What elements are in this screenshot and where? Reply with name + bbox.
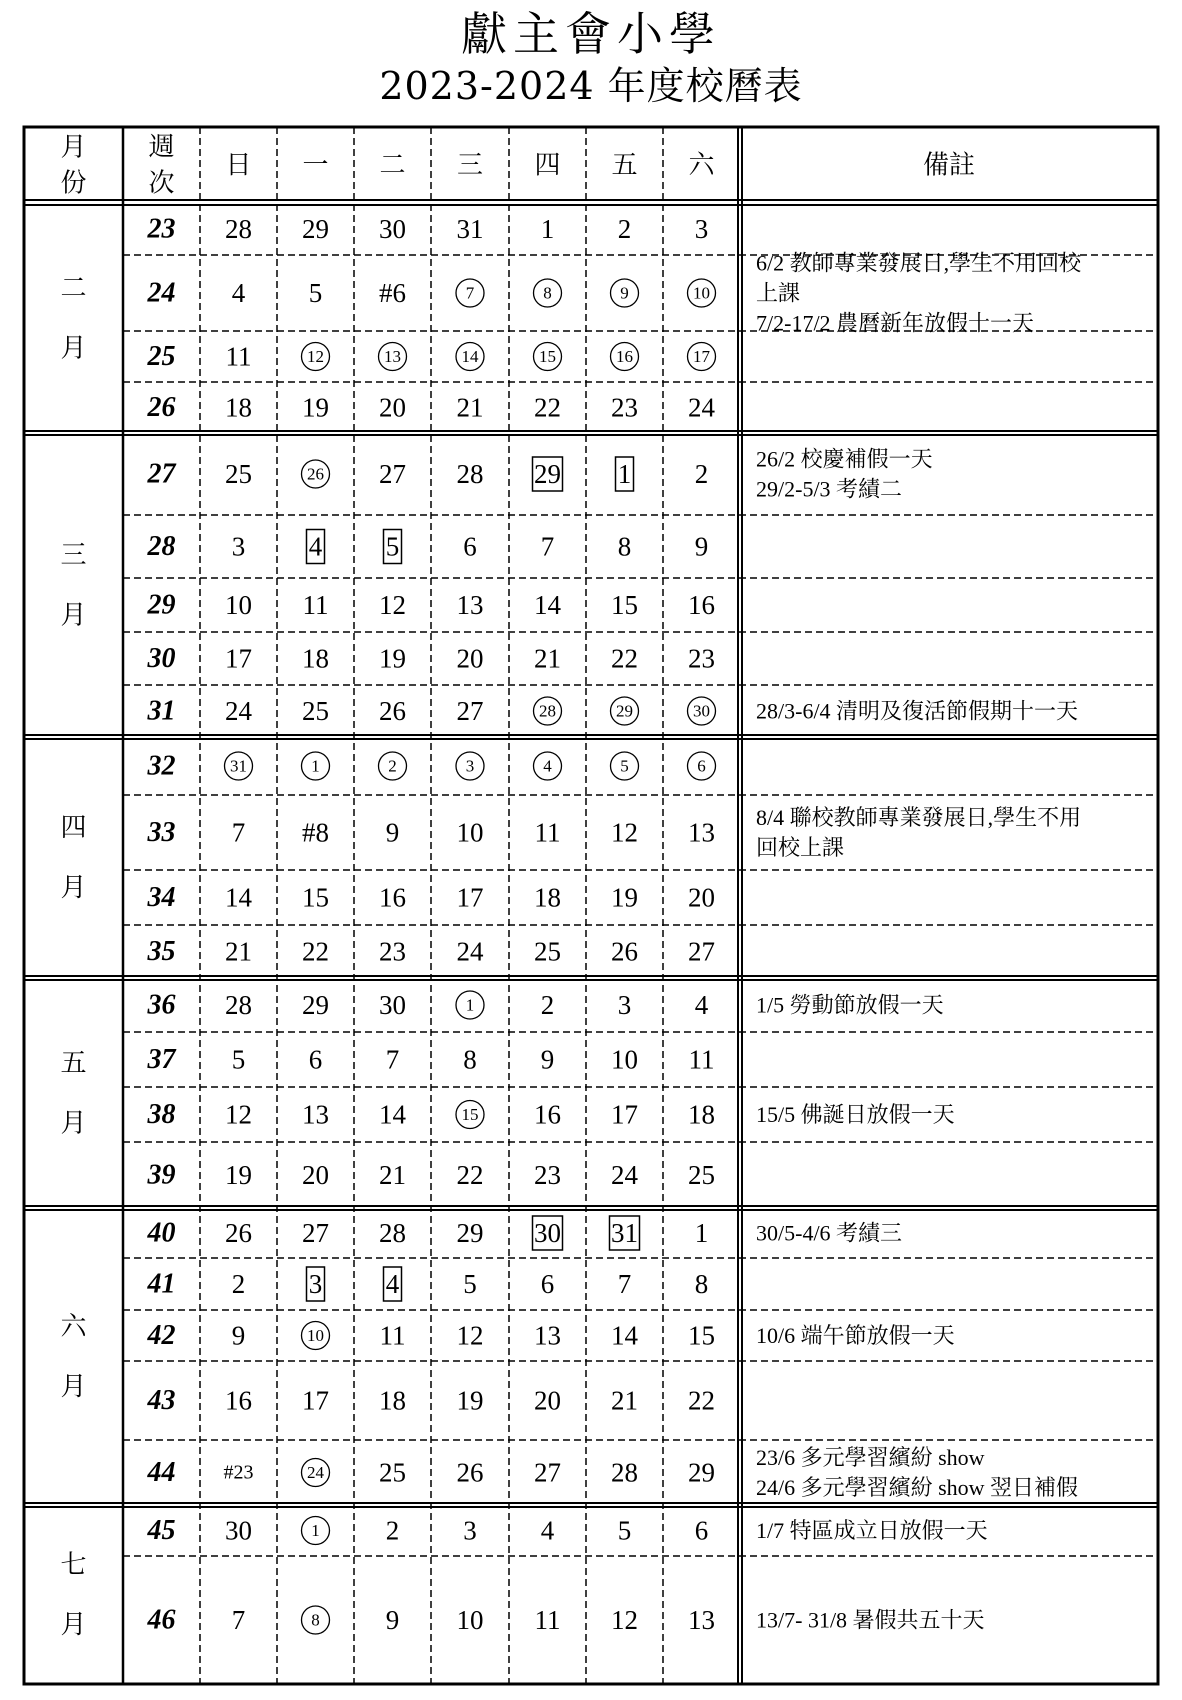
day-number: 25 bbox=[379, 1457, 406, 1488]
month-label: 七 bbox=[60, 1550, 87, 1579]
month-label: 六 bbox=[60, 1312, 87, 1341]
day-number: 17 bbox=[456, 882, 484, 913]
day-number: 8 bbox=[463, 1044, 477, 1075]
day-number: 31 bbox=[456, 214, 484, 244]
day-number: 10 bbox=[456, 817, 484, 848]
day-number: 4 bbox=[540, 1515, 555, 1546]
day-number: 26 bbox=[379, 696, 406, 726]
day-number: 30 bbox=[379, 990, 406, 1020]
week-number: 27 bbox=[147, 458, 176, 490]
week-number: 44 bbox=[147, 1457, 176, 1488]
day-number: 5 bbox=[617, 1515, 632, 1546]
day-number: 24 bbox=[225, 696, 252, 726]
week-number: 30 bbox=[147, 643, 176, 674]
day-number: 17 bbox=[225, 643, 252, 674]
day-number: 15 bbox=[539, 347, 556, 366]
header-day-label: 三 bbox=[456, 150, 484, 180]
remark-text: 1/5 勞動節放假一天 bbox=[756, 992, 944, 1018]
day-number: 13 bbox=[688, 1605, 715, 1635]
week-number: 26 bbox=[147, 392, 176, 423]
month-label: 五 bbox=[60, 1048, 87, 1078]
day-number: 4 bbox=[231, 278, 246, 308]
day-number: 27 bbox=[534, 1457, 561, 1488]
header-month-label: 份 bbox=[60, 168, 87, 198]
day-number: 26 bbox=[456, 1457, 484, 1488]
day-number: 7 bbox=[231, 817, 246, 848]
week-number: 38 bbox=[147, 1099, 176, 1130]
month-label: 月 bbox=[60, 873, 87, 902]
day-number: 12 bbox=[611, 817, 638, 848]
day-number: 30 bbox=[534, 1218, 561, 1248]
day-number: 18 bbox=[379, 1385, 406, 1416]
day-number: 9 bbox=[694, 531, 709, 562]
day-number: 2 bbox=[617, 214, 632, 244]
week-number: 25 bbox=[147, 341, 176, 372]
day-number: 27 bbox=[379, 459, 406, 489]
day-number: 27 bbox=[688, 936, 715, 967]
day-number: 14 bbox=[225, 882, 252, 913]
day-number: 3 bbox=[308, 1269, 323, 1299]
day-number: 25 bbox=[688, 1160, 715, 1190]
day-number: 2 bbox=[540, 990, 555, 1020]
month-label: 月 bbox=[60, 600, 87, 630]
header-week-label: 次 bbox=[148, 168, 175, 198]
month-label: 月 bbox=[60, 1610, 87, 1639]
day-number: 29 bbox=[302, 990, 329, 1020]
remark-text: 上課 bbox=[756, 280, 801, 306]
day-number: 30 bbox=[379, 214, 406, 244]
day-number: 15 bbox=[688, 1320, 715, 1351]
day-number: 27 bbox=[302, 1218, 329, 1248]
week-number: 46 bbox=[147, 1604, 176, 1636]
header-day-label: 二 bbox=[379, 150, 406, 180]
remark-text: 13/7- 31/8 暑假共五十天 bbox=[756, 1607, 985, 1633]
header-week-label: 週 bbox=[148, 132, 175, 162]
day-number: 11 bbox=[225, 341, 252, 372]
day-number: 24 bbox=[611, 1160, 638, 1190]
day-number: 28 bbox=[611, 1457, 638, 1488]
day-number: 21 bbox=[225, 936, 252, 967]
day-number: 9 bbox=[620, 283, 629, 303]
remark-text: 回校上課 bbox=[756, 835, 845, 860]
header-remarks-label: 備註 bbox=[922, 150, 976, 180]
day-number: 2 bbox=[231, 1269, 246, 1299]
day-number: 12 bbox=[307, 347, 324, 366]
month-label: 月 bbox=[60, 333, 87, 363]
remark-text: 24/6 多元學習繽紛 show 翌日補假 bbox=[756, 1475, 1079, 1500]
day-number: 2 bbox=[694, 459, 709, 489]
day-number: 24 bbox=[307, 1463, 324, 1482]
day-number: 25 bbox=[225, 459, 252, 489]
day-number: 16 bbox=[379, 882, 406, 913]
day-number: 10 bbox=[225, 590, 252, 620]
day-number: 31 bbox=[230, 756, 247, 776]
week-number: 24 bbox=[147, 277, 176, 309]
day-number: #23 bbox=[223, 1461, 254, 1484]
day-number: 23 bbox=[611, 392, 638, 423]
school-name: 獻主會小學 bbox=[461, 7, 721, 61]
day-number: 19 bbox=[225, 1160, 252, 1190]
day-number: 16 bbox=[534, 1099, 561, 1130]
day-number: 31 bbox=[611, 1218, 638, 1248]
header-month-label: 月 bbox=[60, 132, 87, 162]
day-number: 5 bbox=[385, 531, 400, 562]
day-number: 23 bbox=[688, 643, 715, 674]
day-number: 18 bbox=[534, 882, 561, 913]
remark-text: 26/2 校慶補假一天 bbox=[756, 446, 933, 472]
day-number: 9 bbox=[385, 1605, 400, 1635]
week-number: 45 bbox=[147, 1515, 176, 1546]
day-number: 22 bbox=[688, 1385, 715, 1416]
calendar-title: 2023-2024 年度校曆表 bbox=[379, 64, 803, 108]
day-number: 26 bbox=[611, 936, 638, 967]
day-number: 15 bbox=[461, 1105, 479, 1124]
day-number: 3 bbox=[463, 1515, 477, 1546]
day-number: 24 bbox=[456, 936, 484, 967]
day-number: 3 bbox=[694, 214, 709, 244]
day-number: 26 bbox=[225, 1218, 252, 1248]
day-number: #8 bbox=[302, 817, 329, 848]
day-number: 9 bbox=[385, 817, 400, 848]
day-number: 10 bbox=[307, 1326, 324, 1345]
day-number: 29 bbox=[688, 1457, 715, 1488]
header-day-label: 六 bbox=[688, 150, 715, 180]
day-number: 29 bbox=[616, 701, 633, 721]
day-number: 13 bbox=[456, 590, 484, 620]
day-number: 4 bbox=[308, 531, 323, 562]
day-number: 3 bbox=[465, 756, 475, 776]
day-number: 6 bbox=[697, 756, 706, 776]
day-number: 2 bbox=[385, 1515, 400, 1546]
day-number: 11 bbox=[379, 1320, 406, 1351]
remark-text: 8/4 聯校教師專業發展日,學生不用 bbox=[756, 805, 1082, 830]
day-number: 1 bbox=[465, 995, 475, 1015]
day-number: 6 bbox=[694, 1515, 709, 1546]
day-number: 7 bbox=[231, 1605, 246, 1635]
week-number: 36 bbox=[147, 989, 176, 1021]
week-number: 41 bbox=[147, 1268, 176, 1300]
day-number: 1 bbox=[617, 459, 632, 489]
day-number: 5 bbox=[463, 1269, 477, 1299]
day-number: 28 bbox=[225, 214, 252, 244]
day-number: 30 bbox=[693, 701, 710, 721]
day-number: 12 bbox=[456, 1320, 484, 1351]
day-number: 12 bbox=[379, 590, 406, 620]
day-number: 20 bbox=[379, 392, 406, 423]
day-number: 1 bbox=[540, 214, 555, 244]
table-border bbox=[24, 127, 1158, 1684]
week-number: 33 bbox=[147, 817, 176, 848]
header-day-label: 四 bbox=[534, 150, 561, 180]
day-number: 16 bbox=[616, 347, 633, 366]
day-number: 19 bbox=[302, 392, 329, 423]
day-number: 28 bbox=[456, 459, 484, 489]
week-number: 34 bbox=[147, 882, 176, 913]
month-label: 月 bbox=[60, 1372, 87, 1401]
day-number: 23 bbox=[379, 936, 406, 967]
header-day-label: 五 bbox=[611, 150, 638, 180]
day-number: 9 bbox=[231, 1320, 246, 1351]
day-number: 13 bbox=[688, 817, 715, 848]
day-number: 15 bbox=[302, 882, 329, 913]
remark-text: 23/6 多元學習繽紛 show bbox=[756, 1445, 985, 1470]
week-number: 32 bbox=[147, 750, 176, 782]
day-number: 5 bbox=[620, 756, 629, 776]
week-number: 23 bbox=[147, 213, 176, 245]
month-label: 二 bbox=[60, 273, 87, 303]
day-number: 8 bbox=[694, 1269, 709, 1299]
day-number: 11 bbox=[302, 590, 329, 620]
remark-text: 28/3-6/4 清明及復活節假期十一天 bbox=[756, 698, 1079, 724]
day-number: 17 bbox=[302, 1385, 329, 1416]
day-number: 6 bbox=[308, 1044, 323, 1075]
day-number: 3 bbox=[231, 531, 246, 562]
day-number: 6 bbox=[540, 1269, 555, 1299]
day-number: 28 bbox=[539, 701, 556, 721]
day-number: 20 bbox=[534, 1385, 561, 1416]
day-number: 16 bbox=[225, 1385, 252, 1416]
week-number: 29 bbox=[147, 589, 176, 621]
day-number: 19 bbox=[611, 882, 638, 913]
day-number: 7 bbox=[617, 1269, 632, 1299]
day-number: 18 bbox=[225, 392, 252, 423]
day-number: 12 bbox=[225, 1099, 252, 1130]
day-number: 29 bbox=[302, 214, 329, 244]
day-number: 15 bbox=[611, 590, 638, 620]
month-label: 三 bbox=[60, 540, 87, 570]
day-number: 25 bbox=[302, 696, 329, 726]
day-number: 17 bbox=[693, 347, 710, 366]
day-number: 11 bbox=[688, 1044, 715, 1075]
day-number: 22 bbox=[302, 936, 329, 967]
day-number: 27 bbox=[456, 696, 484, 726]
day-number: 28 bbox=[225, 990, 252, 1020]
remark-text: 6/2 教師專業發展日,學生不用回校 bbox=[756, 250, 1082, 276]
month-label: 月 bbox=[60, 1108, 87, 1138]
week-number: 35 bbox=[147, 936, 176, 967]
week-number: 31 bbox=[147, 695, 176, 727]
day-number: 14 bbox=[534, 590, 561, 620]
day-number: 9 bbox=[540, 1044, 555, 1075]
day-number: 23 bbox=[534, 1160, 561, 1190]
day-number: 29 bbox=[456, 1218, 484, 1248]
day-number: 18 bbox=[302, 643, 329, 674]
day-number: 21 bbox=[534, 643, 561, 674]
day-number: 14 bbox=[611, 1320, 638, 1351]
day-number: 20 bbox=[456, 643, 484, 674]
day-number: 10 bbox=[456, 1605, 484, 1635]
day-number: 7 bbox=[385, 1044, 400, 1075]
day-number: 1 bbox=[694, 1218, 709, 1248]
day-number: 24 bbox=[688, 392, 715, 423]
day-number: 22 bbox=[456, 1160, 484, 1190]
day-number: 4 bbox=[543, 756, 552, 776]
day-number: 5 bbox=[231, 1044, 246, 1075]
day-number: 4 bbox=[694, 990, 709, 1020]
day-number: #6 bbox=[379, 278, 406, 308]
day-number: 21 bbox=[379, 1160, 406, 1190]
week-number: 37 bbox=[147, 1044, 176, 1075]
day-number: 20 bbox=[302, 1160, 329, 1190]
day-number: 13 bbox=[534, 1320, 561, 1351]
day-number: 7 bbox=[465, 283, 475, 303]
day-number: 17 bbox=[611, 1099, 638, 1130]
header-day-label: 一 bbox=[302, 150, 329, 180]
remark-text: 30/5-4/6 考績三 bbox=[756, 1220, 903, 1246]
remark-text: 7/2-17/2 農曆新年放假十一天 bbox=[756, 310, 1035, 336]
day-number: 13 bbox=[302, 1099, 329, 1130]
day-number: 29 bbox=[534, 459, 561, 489]
header-day-label: 日 bbox=[225, 150, 252, 180]
week-number: 42 bbox=[147, 1320, 176, 1351]
day-number: 1 bbox=[311, 1521, 320, 1540]
day-number: 3 bbox=[617, 990, 632, 1020]
day-number: 7 bbox=[540, 531, 555, 562]
day-number: 25 bbox=[534, 936, 561, 967]
week-number: 40 bbox=[147, 1217, 176, 1249]
day-number: 13 bbox=[384, 347, 401, 366]
day-number: 30 bbox=[225, 1515, 252, 1546]
day-number: 8 bbox=[543, 283, 552, 303]
day-number: 22 bbox=[534, 392, 561, 423]
week-number: 39 bbox=[147, 1159, 176, 1191]
day-number: 8 bbox=[311, 1610, 320, 1630]
day-number: 18 bbox=[688, 1099, 715, 1130]
remark-text: 10/6 端午節放假一天 bbox=[756, 1323, 955, 1348]
day-number: 14 bbox=[379, 1099, 406, 1130]
day-number: 11 bbox=[534, 1605, 561, 1635]
day-number: 6 bbox=[463, 531, 477, 562]
day-number: 19 bbox=[379, 643, 406, 674]
day-number: 11 bbox=[534, 817, 561, 848]
month-label: 四 bbox=[60, 813, 87, 842]
day-number: 8 bbox=[617, 531, 632, 562]
day-number: 14 bbox=[461, 347, 479, 366]
remark-text: 15/5 佛誕日放假一天 bbox=[756, 1102, 955, 1127]
day-number: 2 bbox=[388, 756, 397, 776]
day-number: 21 bbox=[456, 392, 484, 423]
day-number: 26 bbox=[307, 464, 324, 484]
week-number: 43 bbox=[147, 1385, 176, 1416]
day-number: 4 bbox=[385, 1269, 400, 1299]
day-number: 1 bbox=[311, 756, 320, 776]
day-number: 5 bbox=[308, 278, 323, 308]
day-number: 10 bbox=[693, 283, 710, 303]
day-number: 22 bbox=[611, 643, 638, 674]
week-number: 28 bbox=[147, 531, 176, 562]
remark-text: 1/7 特區成立日放假一天 bbox=[756, 1518, 988, 1543]
remark-text: 29/2-5/3 考績二 bbox=[756, 476, 903, 502]
day-number: 10 bbox=[611, 1044, 638, 1075]
day-number: 16 bbox=[688, 590, 715, 620]
day-number: 20 bbox=[688, 882, 715, 913]
day-number: 28 bbox=[379, 1218, 406, 1248]
day-number: 19 bbox=[456, 1385, 484, 1416]
day-number: 12 bbox=[611, 1605, 638, 1635]
day-number: 21 bbox=[611, 1385, 638, 1416]
